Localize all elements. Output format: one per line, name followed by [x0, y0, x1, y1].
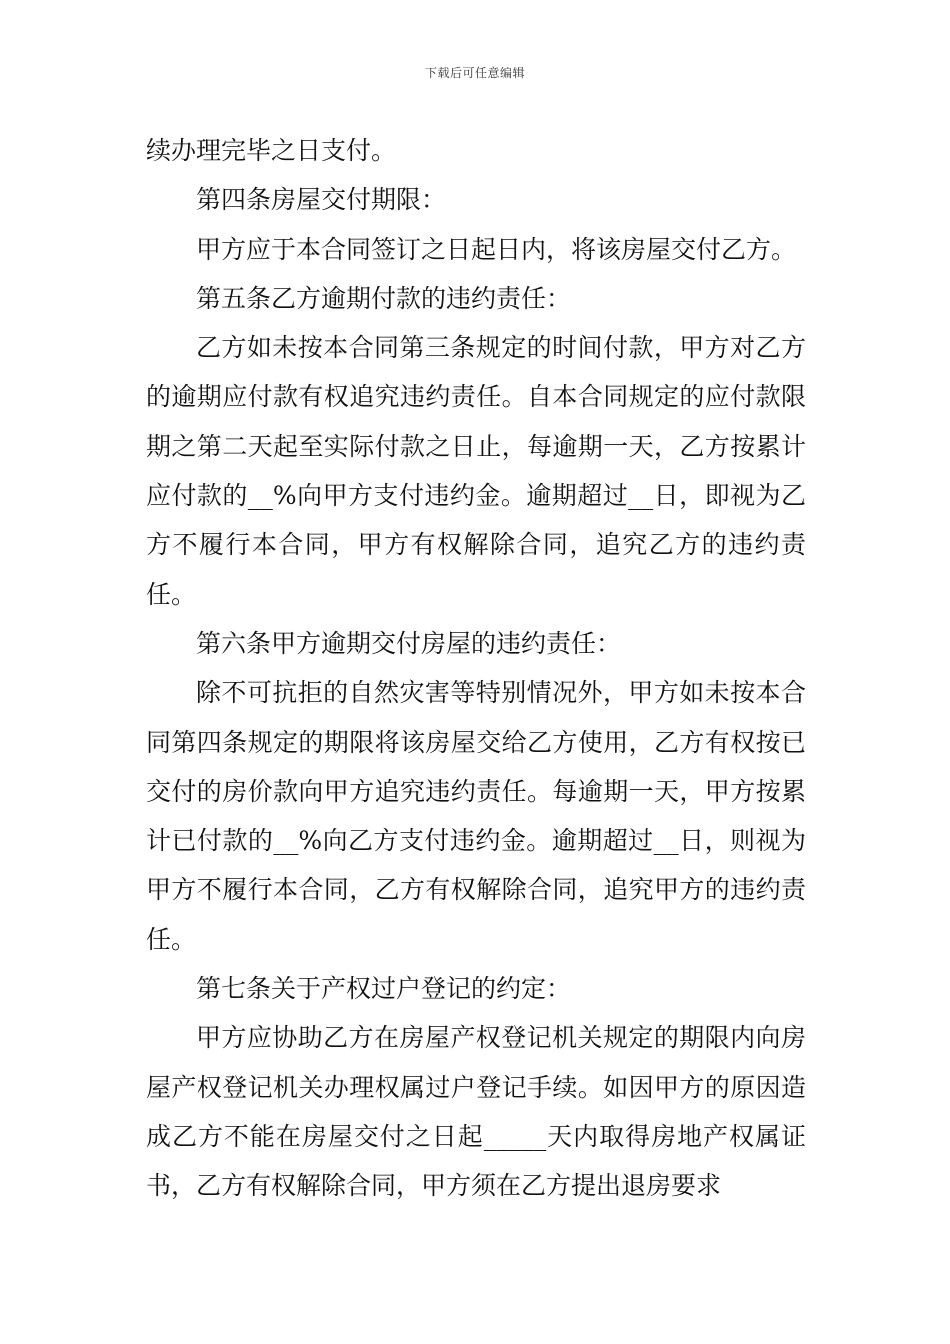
clause-heading-5: 第五条乙方逾期付款的违约责任：	[196, 283, 572, 313]
clause-body-6: 除不可抗拒的自然灾害等特别情况外，甲方如未按本合同第四条规定的期限将该房屋交给乙方使用，乙方有权按已交付的房价款向甲方追究违约责任。每逾期一天，甲方按累计已付款的__%向乙方支付违约金。逾期超过__日，则视为甲方不履行本合同，乙方有权解除合同，追究甲方的违约责任。	[146, 678, 806, 954]
document-body	[146, 126, 806, 1211]
clause-heading-4: 第四条房屋交付期限：	[196, 185, 447, 215]
clause-heading-6: 第六条甲方逾期交付房屋的违约责任：	[196, 628, 622, 658]
clause-body-5: 乙方如未按本合同第三条规定的时间付款，甲方对乙方的逾期应付款有权追究违约责任。自本合同规定的应付款限期之第二天起至实际付款之日止，每逾期一天，乙方按累计应付款的__%向甲方支付违约金。逾期超过__日，即视为乙方不履行本合同，甲方有权解除合同，追究乙方的违约责任。	[146, 333, 806, 609]
page-header: 下载后可任意编辑	[424, 66, 525, 80]
clause-body-7: 甲方应协助乙方在房屋产权登记机关规定的期限内向房屋产权登记机关办理权属过户登记手续。如因甲方的原因造成乙方不能在房屋交付之日起_____天内取得房地产权属证书，乙方有权解除合同，甲方须在乙方提出退房要求	[146, 1023, 806, 1201]
clause-body-4: 甲方应于本合同签订之日起日内，将该房屋交付乙方。	[196, 234, 797, 264]
clause-heading-7: 第七条关于产权过户登记的约定：	[196, 974, 572, 1004]
paragraph-continuation: 续办理完毕之日支付。	[146, 136, 397, 165]
